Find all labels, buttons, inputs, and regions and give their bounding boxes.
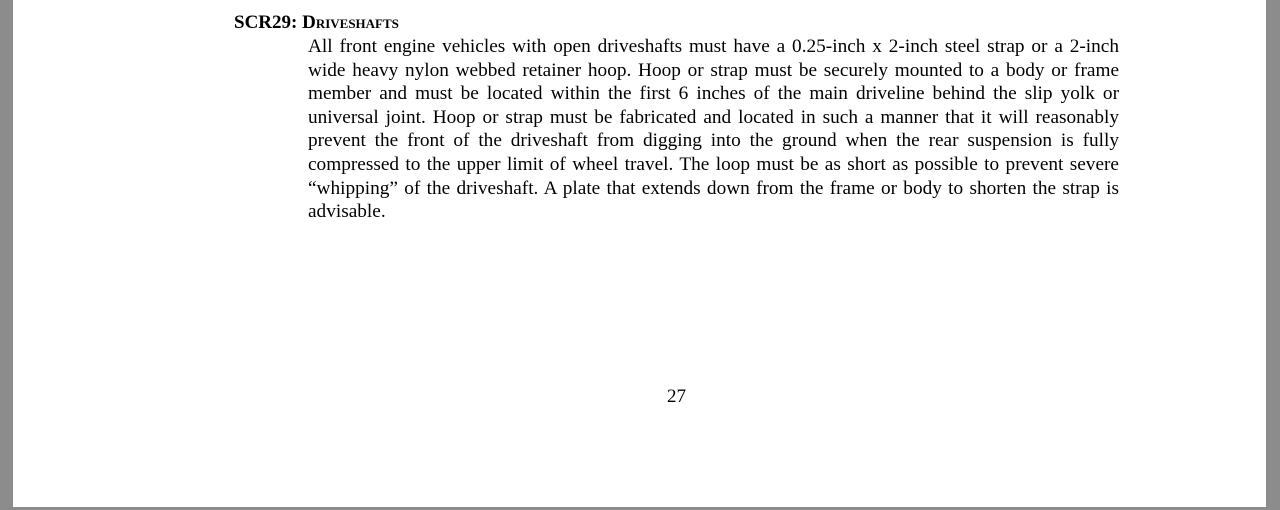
page-number-text: 27 xyxy=(667,386,686,407)
page-number xyxy=(13,386,1266,408)
document-page xyxy=(13,0,1266,507)
section-heading xyxy=(234,12,399,34)
section-title: Driveshafts xyxy=(302,12,399,33)
section-code: SCR29: xyxy=(234,12,298,33)
section-body: All front engine vehicles with open driveshafts must have a 0.25-inch x 2-inch steel strap or a 2-inch wide heavy nylon webbed retainer hoop. Hoop or strap must be securely mounted to a body or frame member and must be located within the first 6 inches of the main driveline behind the slip yolk or universal joint. Hoop or strap must be fabricated and located in such a manner that it will reasonably prevent the front of the driveshaft from digging into the ground when the rear suspension is fully compressed to the upper limit of wheel travel. The loop must be as short as possible to prevent severe “whipping” of the driveshaft. A plate that extends down from the frame or body to shorten the strap is advisable. xyxy=(308,36,1119,223)
